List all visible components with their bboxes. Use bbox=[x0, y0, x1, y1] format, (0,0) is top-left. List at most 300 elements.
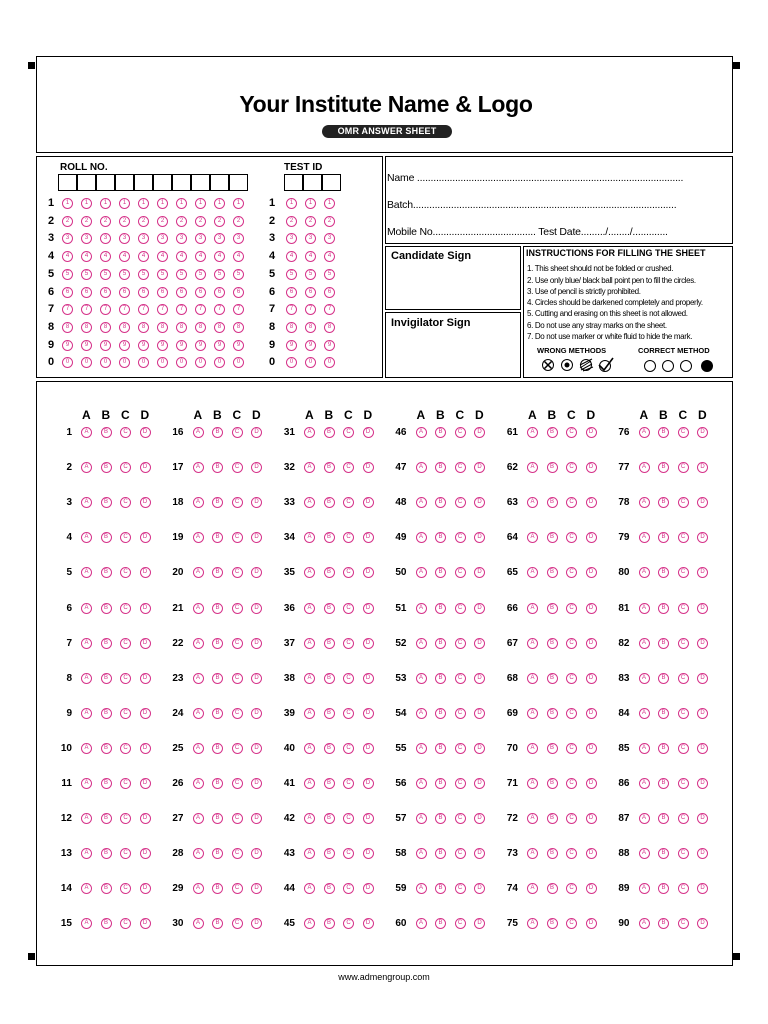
answer-bubble[interactable]: C bbox=[678, 638, 689, 649]
roll-bubble[interactable]: 5 bbox=[157, 269, 168, 280]
answer-bubble[interactable]: C bbox=[232, 462, 243, 473]
roll-bubble[interactable]: 9 bbox=[100, 340, 111, 351]
test-id-bubble[interactable]: 9 bbox=[324, 340, 335, 351]
answer-bubble[interactable]: B bbox=[658, 638, 669, 649]
answer-bubble[interactable]: D bbox=[586, 743, 597, 754]
roll-bubble[interactable]: 2 bbox=[100, 216, 111, 227]
test-id-bubble[interactable]: 5 bbox=[286, 269, 297, 280]
roll-bubble[interactable]: 1 bbox=[81, 198, 92, 209]
answer-bubble[interactable]: B bbox=[212, 743, 223, 754]
answer-bubble[interactable]: A bbox=[639, 918, 650, 929]
answer-bubble[interactable]: A bbox=[416, 883, 427, 894]
answer-bubble[interactable]: A bbox=[81, 743, 92, 754]
answer-bubble[interactable]: C bbox=[343, 918, 354, 929]
answer-bubble[interactable]: B bbox=[324, 778, 335, 789]
answer-bubble[interactable]: B bbox=[101, 427, 112, 438]
answer-bubble[interactable]: A bbox=[639, 462, 650, 473]
answer-bubble[interactable]: B bbox=[101, 567, 112, 578]
answer-bubble[interactable]: A bbox=[81, 462, 92, 473]
answer-bubble[interactable]: A bbox=[416, 567, 427, 578]
answer-bubble[interactable]: A bbox=[193, 883, 204, 894]
roll-entry-cell[interactable] bbox=[229, 174, 248, 191]
answer-bubble[interactable]: D bbox=[586, 918, 597, 929]
answer-bubble[interactable]: C bbox=[678, 427, 689, 438]
answer-bubble[interactable]: A bbox=[81, 918, 92, 929]
answer-bubble[interactable]: B bbox=[212, 848, 223, 859]
roll-bubble[interactable]: 3 bbox=[176, 233, 187, 244]
answer-bubble[interactable]: A bbox=[416, 638, 427, 649]
answer-bubble[interactable]: D bbox=[251, 883, 262, 894]
answer-bubble[interactable]: A bbox=[416, 918, 427, 929]
roll-bubble[interactable]: 9 bbox=[138, 340, 149, 351]
answer-bubble[interactable]: C bbox=[120, 427, 131, 438]
test-id-bubble[interactable]: 1 bbox=[305, 198, 316, 209]
answer-bubble[interactable]: A bbox=[304, 638, 315, 649]
answer-bubble[interactable]: A bbox=[304, 497, 315, 508]
answer-bubble[interactable]: C bbox=[566, 567, 577, 578]
answer-bubble[interactable]: C bbox=[455, 532, 466, 543]
answer-bubble[interactable]: B bbox=[547, 462, 558, 473]
answer-bubble[interactable]: C bbox=[455, 497, 466, 508]
answer-bubble[interactable]: B bbox=[324, 743, 335, 754]
roll-bubble[interactable]: 6 bbox=[100, 287, 111, 298]
answer-bubble[interactable]: B bbox=[658, 567, 669, 578]
roll-bubble[interactable]: 4 bbox=[100, 251, 111, 262]
roll-bubble[interactable]: 9 bbox=[62, 340, 73, 351]
answer-bubble[interactable]: A bbox=[527, 778, 538, 789]
answer-bubble[interactable]: C bbox=[678, 603, 689, 614]
roll-bubble[interactable]: 3 bbox=[214, 233, 225, 244]
answer-bubble[interactable]: A bbox=[193, 673, 204, 684]
answer-bubble[interactable]: D bbox=[140, 778, 151, 789]
answer-bubble[interactable]: C bbox=[232, 848, 243, 859]
roll-bubble[interactable]: 6 bbox=[195, 287, 206, 298]
answer-bubble[interactable]: B bbox=[101, 532, 112, 543]
roll-bubble[interactable]: 9 bbox=[233, 340, 244, 351]
answer-bubble[interactable]: D bbox=[474, 427, 485, 438]
answer-bubble[interactable]: A bbox=[193, 603, 204, 614]
answer-bubble[interactable]: B bbox=[658, 708, 669, 719]
roll-bubble[interactable]: 1 bbox=[119, 198, 130, 209]
answer-bubble[interactable]: D bbox=[140, 708, 151, 719]
answer-bubble[interactable]: B bbox=[101, 918, 112, 929]
roll-bubble[interactable]: 0 bbox=[81, 357, 92, 368]
answer-bubble[interactable]: C bbox=[232, 778, 243, 789]
answer-bubble[interactable]: C bbox=[120, 673, 131, 684]
roll-bubble[interactable]: 5 bbox=[138, 269, 149, 280]
answer-bubble[interactable]: C bbox=[455, 638, 466, 649]
answer-bubble[interactable]: B bbox=[212, 918, 223, 929]
answer-bubble[interactable]: C bbox=[232, 673, 243, 684]
answer-bubble[interactable]: D bbox=[251, 743, 262, 754]
answer-bubble[interactable]: B bbox=[324, 603, 335, 614]
answer-bubble[interactable]: A bbox=[304, 918, 315, 929]
answer-bubble[interactable]: C bbox=[455, 743, 466, 754]
roll-bubble[interactable]: 3 bbox=[119, 233, 130, 244]
answer-bubble[interactable]: C bbox=[678, 462, 689, 473]
roll-bubble[interactable]: 8 bbox=[119, 322, 130, 333]
answer-bubble[interactable]: B bbox=[212, 497, 223, 508]
answer-bubble[interactable]: B bbox=[658, 673, 669, 684]
roll-bubble[interactable]: 6 bbox=[176, 287, 187, 298]
roll-bubble[interactable]: 3 bbox=[233, 233, 244, 244]
roll-bubble[interactable]: 8 bbox=[138, 322, 149, 333]
answer-bubble[interactable]: B bbox=[435, 427, 446, 438]
roll-entry-cell[interactable] bbox=[172, 174, 191, 191]
roll-bubble[interactable]: 5 bbox=[214, 269, 225, 280]
answer-bubble[interactable]: A bbox=[639, 743, 650, 754]
answer-bubble[interactable]: D bbox=[474, 673, 485, 684]
answer-bubble[interactable]: B bbox=[547, 638, 558, 649]
answer-bubble[interactable]: A bbox=[304, 532, 315, 543]
answer-bubble[interactable]: B bbox=[212, 427, 223, 438]
answer-bubble[interactable]: B bbox=[212, 883, 223, 894]
answer-bubble[interactable]: D bbox=[697, 673, 708, 684]
answer-bubble[interactable]: A bbox=[81, 427, 92, 438]
answer-bubble[interactable]: D bbox=[363, 462, 374, 473]
answer-bubble[interactable]: D bbox=[474, 638, 485, 649]
roll-bubble[interactable]: 6 bbox=[81, 287, 92, 298]
answer-bubble[interactable]: A bbox=[527, 567, 538, 578]
answer-bubble[interactable]: C bbox=[232, 638, 243, 649]
test-id-entry-cell[interactable] bbox=[284, 174, 303, 191]
test-id-bubble[interactable]: 2 bbox=[305, 216, 316, 227]
answer-bubble[interactable]: A bbox=[527, 918, 538, 929]
answer-bubble[interactable]: C bbox=[120, 883, 131, 894]
answer-bubble[interactable]: C bbox=[343, 567, 354, 578]
answer-bubble[interactable]: C bbox=[678, 497, 689, 508]
answer-bubble[interactable]: B bbox=[658, 883, 669, 894]
test-id-entry-cell[interactable] bbox=[303, 174, 322, 191]
answer-bubble[interactable]: C bbox=[343, 813, 354, 824]
roll-bubble[interactable]: 7 bbox=[233, 304, 244, 315]
roll-bubble[interactable]: 4 bbox=[62, 251, 73, 262]
answer-bubble[interactable]: B bbox=[101, 603, 112, 614]
test-id-bubble[interactable]: 0 bbox=[324, 357, 335, 368]
test-id-bubble[interactable]: 0 bbox=[286, 357, 297, 368]
answer-bubble[interactable]: B bbox=[324, 673, 335, 684]
answer-bubble[interactable]: B bbox=[212, 708, 223, 719]
answer-bubble[interactable]: B bbox=[101, 743, 112, 754]
answer-bubble[interactable]: C bbox=[455, 567, 466, 578]
answer-bubble[interactable]: A bbox=[304, 427, 315, 438]
answer-bubble[interactable]: D bbox=[251, 532, 262, 543]
answer-bubble[interactable]: B bbox=[101, 883, 112, 894]
answer-bubble[interactable]: A bbox=[304, 673, 315, 684]
roll-bubble[interactable]: 4 bbox=[195, 251, 206, 262]
answer-bubble[interactable]: D bbox=[474, 567, 485, 578]
roll-bubble[interactable]: 0 bbox=[214, 357, 225, 368]
answer-bubble[interactable]: B bbox=[212, 813, 223, 824]
answer-bubble[interactable]: D bbox=[586, 708, 597, 719]
answer-bubble[interactable]: B bbox=[324, 427, 335, 438]
answer-bubble[interactable]: A bbox=[304, 848, 315, 859]
answer-bubble[interactable]: A bbox=[81, 883, 92, 894]
roll-bubble[interactable]: 8 bbox=[176, 322, 187, 333]
answer-bubble[interactable]: B bbox=[212, 462, 223, 473]
answer-bubble[interactable]: A bbox=[416, 708, 427, 719]
test-id-bubble[interactable]: 6 bbox=[324, 287, 335, 298]
answer-bubble[interactable]: C bbox=[120, 462, 131, 473]
answer-bubble[interactable]: D bbox=[697, 848, 708, 859]
answer-bubble[interactable]: D bbox=[363, 708, 374, 719]
answer-bubble[interactable]: D bbox=[697, 883, 708, 894]
answer-bubble[interactable]: C bbox=[343, 883, 354, 894]
answer-bubble[interactable]: A bbox=[416, 743, 427, 754]
answer-bubble[interactable]: B bbox=[101, 673, 112, 684]
mobile-date-field[interactable]: Mobile No...................................... Test Date........./......../............. bbox=[387, 226, 668, 238]
answer-bubble[interactable]: C bbox=[566, 603, 577, 614]
answer-bubble[interactable]: A bbox=[193, 743, 204, 754]
roll-bubble[interactable]: 9 bbox=[81, 340, 92, 351]
answer-bubble[interactable]: B bbox=[435, 462, 446, 473]
answer-bubble[interactable]: A bbox=[193, 708, 204, 719]
answer-bubble[interactable]: A bbox=[416, 673, 427, 684]
roll-bubble[interactable]: 1 bbox=[138, 198, 149, 209]
roll-bubble[interactable]: 6 bbox=[157, 287, 168, 298]
roll-bubble[interactable]: 5 bbox=[100, 269, 111, 280]
answer-bubble[interactable]: A bbox=[193, 567, 204, 578]
roll-bubble[interactable]: 2 bbox=[195, 216, 206, 227]
answer-bubble[interactable]: C bbox=[678, 708, 689, 719]
answer-bubble[interactable]: B bbox=[435, 918, 446, 929]
answer-bubble[interactable]: A bbox=[81, 532, 92, 543]
answer-bubble[interactable]: D bbox=[363, 673, 374, 684]
answer-bubble[interactable]: C bbox=[566, 743, 577, 754]
answer-bubble[interactable]: B bbox=[324, 462, 335, 473]
answer-bubble[interactable]: B bbox=[547, 813, 558, 824]
answer-bubble[interactable]: C bbox=[232, 708, 243, 719]
answer-bubble[interactable]: B bbox=[658, 497, 669, 508]
answer-bubble[interactable]: C bbox=[120, 603, 131, 614]
roll-bubble[interactable]: 0 bbox=[176, 357, 187, 368]
answer-bubble[interactable]: C bbox=[120, 778, 131, 789]
answer-bubble[interactable]: B bbox=[547, 778, 558, 789]
answer-bubble[interactable]: B bbox=[658, 462, 669, 473]
answer-bubble[interactable]: C bbox=[232, 918, 243, 929]
answer-bubble[interactable]: B bbox=[212, 567, 223, 578]
answer-bubble[interactable]: B bbox=[435, 567, 446, 578]
test-id-bubble[interactable]: 5 bbox=[305, 269, 316, 280]
answer-bubble[interactable]: D bbox=[586, 567, 597, 578]
answer-bubble[interactable]: D bbox=[474, 778, 485, 789]
answer-bubble[interactable]: B bbox=[101, 638, 112, 649]
roll-bubble[interactable]: 7 bbox=[157, 304, 168, 315]
answer-bubble[interactable]: C bbox=[343, 848, 354, 859]
answer-bubble[interactable]: C bbox=[455, 708, 466, 719]
answer-bubble[interactable]: D bbox=[474, 603, 485, 614]
answer-bubble[interactable]: A bbox=[81, 497, 92, 508]
answer-bubble[interactable]: A bbox=[527, 497, 538, 508]
answer-bubble[interactable]: D bbox=[586, 673, 597, 684]
roll-bubble[interactable]: 4 bbox=[138, 251, 149, 262]
answer-bubble[interactable]: B bbox=[212, 603, 223, 614]
roll-bubble[interactable]: 0 bbox=[119, 357, 130, 368]
roll-bubble[interactable]: 6 bbox=[62, 287, 73, 298]
answer-bubble[interactable]: D bbox=[251, 497, 262, 508]
answer-bubble[interactable]: A bbox=[639, 603, 650, 614]
answer-bubble[interactable]: A bbox=[639, 497, 650, 508]
answer-bubble[interactable]: C bbox=[232, 813, 243, 824]
answer-bubble[interactable]: D bbox=[251, 462, 262, 473]
answer-bubble[interactable]: C bbox=[678, 848, 689, 859]
test-id-bubble[interactable]: 5 bbox=[324, 269, 335, 280]
test-id-bubble[interactable]: 3 bbox=[305, 233, 316, 244]
answer-bubble[interactable]: A bbox=[193, 918, 204, 929]
answer-bubble[interactable]: D bbox=[697, 427, 708, 438]
answer-bubble[interactable]: A bbox=[639, 848, 650, 859]
answer-bubble[interactable]: C bbox=[678, 743, 689, 754]
answer-bubble[interactable]: B bbox=[547, 603, 558, 614]
answer-bubble[interactable]: C bbox=[120, 918, 131, 929]
answer-bubble[interactable]: A bbox=[639, 638, 650, 649]
answer-bubble[interactable]: D bbox=[697, 918, 708, 929]
answer-bubble[interactable]: D bbox=[140, 462, 151, 473]
answer-bubble[interactable]: D bbox=[363, 883, 374, 894]
roll-bubble[interactable]: 4 bbox=[233, 251, 244, 262]
roll-bubble[interactable]: 8 bbox=[157, 322, 168, 333]
answer-bubble[interactable]: D bbox=[140, 638, 151, 649]
answer-bubble[interactable]: D bbox=[474, 883, 485, 894]
answer-bubble[interactable]: C bbox=[455, 673, 466, 684]
answer-bubble[interactable]: A bbox=[639, 708, 650, 719]
roll-bubble[interactable]: 7 bbox=[100, 304, 111, 315]
answer-bubble[interactable]: B bbox=[547, 567, 558, 578]
roll-bubble[interactable]: 2 bbox=[62, 216, 73, 227]
test-id-bubble[interactable]: 0 bbox=[305, 357, 316, 368]
answer-bubble[interactable]: C bbox=[566, 673, 577, 684]
roll-entry-cell[interactable] bbox=[77, 174, 96, 191]
answer-bubble[interactable]: B bbox=[101, 497, 112, 508]
answer-bubble[interactable]: A bbox=[304, 883, 315, 894]
roll-bubble[interactable]: 8 bbox=[62, 322, 73, 333]
roll-bubble[interactable]: 5 bbox=[176, 269, 187, 280]
answer-bubble[interactable]: B bbox=[435, 778, 446, 789]
answer-bubble[interactable]: D bbox=[251, 708, 262, 719]
answer-bubble[interactable]: A bbox=[639, 532, 650, 543]
answer-bubble[interactable]: C bbox=[120, 497, 131, 508]
batch-field[interactable]: Batch................................................................................................. bbox=[387, 199, 677, 211]
answer-bubble[interactable]: A bbox=[639, 673, 650, 684]
roll-bubble[interactable]: 2 bbox=[81, 216, 92, 227]
answer-bubble[interactable]: B bbox=[435, 603, 446, 614]
answer-bubble[interactable]: D bbox=[363, 813, 374, 824]
answer-bubble[interactable]: A bbox=[193, 638, 204, 649]
answer-bubble[interactable]: D bbox=[140, 883, 151, 894]
answer-bubble[interactable]: C bbox=[566, 462, 577, 473]
answer-bubble[interactable]: C bbox=[678, 883, 689, 894]
answer-bubble[interactable]: A bbox=[416, 462, 427, 473]
roll-bubble[interactable]: 6 bbox=[119, 287, 130, 298]
test-id-bubble[interactable]: 4 bbox=[305, 251, 316, 262]
roll-bubble[interactable]: 4 bbox=[176, 251, 187, 262]
answer-bubble[interactable]: D bbox=[251, 427, 262, 438]
answer-bubble[interactable]: A bbox=[81, 848, 92, 859]
roll-bubble[interactable]: 7 bbox=[62, 304, 73, 315]
answer-bubble[interactable]: A bbox=[193, 778, 204, 789]
answer-bubble[interactable]: B bbox=[547, 918, 558, 929]
roll-bubble[interactable]: 9 bbox=[195, 340, 206, 351]
test-id-entry-cell[interactable] bbox=[322, 174, 341, 191]
test-id-bubble[interactable]: 9 bbox=[286, 340, 297, 351]
roll-entry-cell[interactable] bbox=[58, 174, 77, 191]
answer-bubble[interactable]: A bbox=[527, 638, 538, 649]
answer-bubble[interactable]: C bbox=[232, 427, 243, 438]
answer-bubble[interactable]: D bbox=[697, 743, 708, 754]
answer-bubble[interactable]: D bbox=[474, 497, 485, 508]
answer-bubble[interactable]: B bbox=[547, 497, 558, 508]
test-id-bubble[interactable]: 7 bbox=[305, 304, 316, 315]
answer-bubble[interactable]: D bbox=[586, 532, 597, 543]
answer-bubble[interactable]: D bbox=[586, 813, 597, 824]
answer-bubble[interactable]: A bbox=[527, 813, 538, 824]
answer-bubble[interactable]: B bbox=[658, 603, 669, 614]
answer-bubble[interactable]: A bbox=[639, 813, 650, 824]
answer-bubble[interactable]: D bbox=[363, 848, 374, 859]
roll-bubble[interactable]: 3 bbox=[138, 233, 149, 244]
answer-bubble[interactable]: D bbox=[586, 848, 597, 859]
answer-bubble[interactable]: D bbox=[140, 743, 151, 754]
answer-bubble[interactable]: B bbox=[435, 883, 446, 894]
roll-bubble[interactable]: 4 bbox=[214, 251, 225, 262]
answer-bubble[interactable]: D bbox=[363, 638, 374, 649]
answer-bubble[interactable]: B bbox=[324, 813, 335, 824]
answer-bubble[interactable]: D bbox=[251, 918, 262, 929]
answer-bubble[interactable]: D bbox=[363, 778, 374, 789]
answer-bubble[interactable]: B bbox=[547, 427, 558, 438]
answer-bubble[interactable]: A bbox=[304, 603, 315, 614]
answer-bubble[interactable]: C bbox=[678, 532, 689, 543]
answer-bubble[interactable]: A bbox=[81, 638, 92, 649]
test-id-bubble[interactable]: 8 bbox=[286, 322, 297, 333]
answer-bubble[interactable]: B bbox=[435, 848, 446, 859]
answer-bubble[interactable]: B bbox=[658, 848, 669, 859]
test-id-bubble[interactable]: 9 bbox=[305, 340, 316, 351]
roll-bubble[interactable]: 5 bbox=[81, 269, 92, 280]
roll-bubble[interactable]: 2 bbox=[233, 216, 244, 227]
roll-bubble[interactable]: 9 bbox=[157, 340, 168, 351]
answer-bubble[interactable]: B bbox=[324, 918, 335, 929]
answer-bubble[interactable]: C bbox=[566, 708, 577, 719]
answer-bubble[interactable]: C bbox=[455, 778, 466, 789]
answer-bubble[interactable]: A bbox=[304, 708, 315, 719]
roll-entry-cell[interactable] bbox=[153, 174, 172, 191]
roll-bubble[interactable]: 4 bbox=[119, 251, 130, 262]
answer-bubble[interactable]: C bbox=[343, 638, 354, 649]
answer-bubble[interactable]: D bbox=[140, 567, 151, 578]
answer-bubble[interactable]: D bbox=[697, 708, 708, 719]
answer-bubble[interactable]: A bbox=[193, 427, 204, 438]
answer-bubble[interactable]: A bbox=[639, 778, 650, 789]
answer-bubble[interactable]: A bbox=[81, 673, 92, 684]
test-id-bubble[interactable]: 7 bbox=[286, 304, 297, 315]
answer-bubble[interactable]: D bbox=[697, 532, 708, 543]
roll-bubble[interactable]: 0 bbox=[157, 357, 168, 368]
answer-bubble[interactable]: D bbox=[697, 603, 708, 614]
answer-bubble[interactable]: C bbox=[120, 532, 131, 543]
answer-bubble[interactable]: C bbox=[455, 918, 466, 929]
answer-bubble[interactable]: D bbox=[140, 813, 151, 824]
roll-bubble[interactable]: 1 bbox=[195, 198, 206, 209]
answer-bubble[interactable]: A bbox=[193, 462, 204, 473]
roll-bubble[interactable]: 9 bbox=[176, 340, 187, 351]
answer-bubble[interactable]: B bbox=[324, 532, 335, 543]
answer-bubble[interactable]: D bbox=[363, 532, 374, 543]
answer-bubble[interactable]: D bbox=[697, 813, 708, 824]
answer-bubble[interactable]: D bbox=[140, 497, 151, 508]
answer-bubble[interactable]: D bbox=[251, 638, 262, 649]
answer-bubble[interactable]: B bbox=[547, 708, 558, 719]
